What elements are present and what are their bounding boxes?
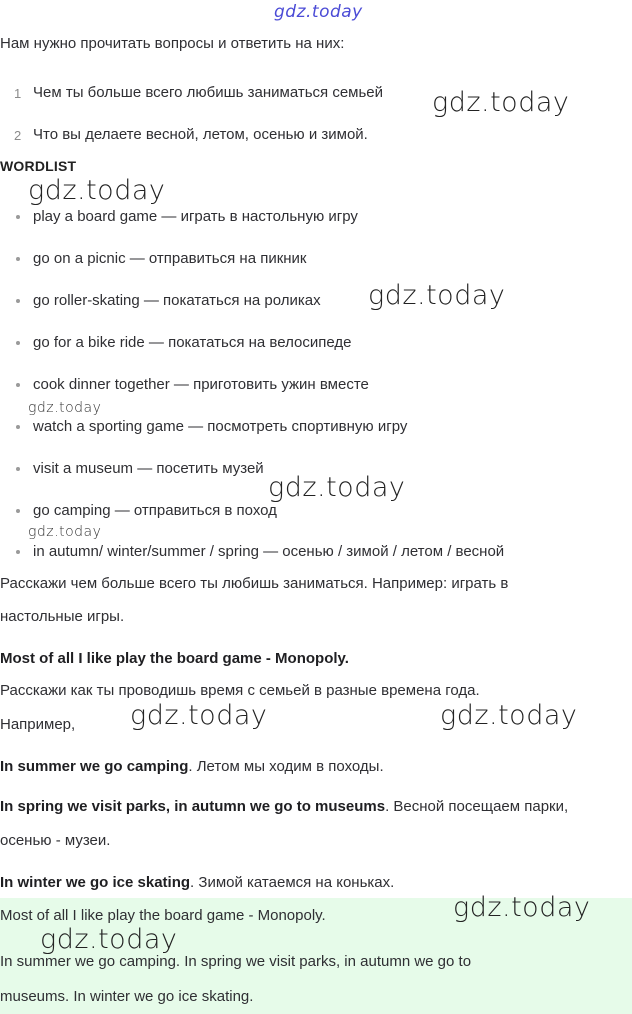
wordlist-item: play a board game — играть в настольную игру — [33, 208, 358, 225]
question-number: 1 — [14, 86, 22, 101]
question-text: Что вы делаете весной, летом, осенью и зимой. — [33, 126, 368, 143]
watermark: gdz.today — [28, 400, 102, 416]
summary-text: museums. In winter we go ice skating. — [0, 988, 254, 1005]
task-text: Расскажи как ты проводишь время с семьей в разные времена года. — [0, 682, 480, 699]
answer-ru: . Летом мы ходим в походы. — [188, 758, 384, 775]
watermark: gdz.today — [368, 280, 506, 311]
wordlist-item: go roller-skating — покататься на роликах — [33, 292, 321, 309]
summary-text: In summer we go camping. In spring we visit parks, in autumn we go to — [0, 953, 472, 970]
bullet-icon — [16, 341, 20, 345]
wordlist-item: visit a museum — посетить музей — [33, 460, 264, 477]
watermark: gdz.today — [268, 472, 406, 503]
answer-ru: . Весной посещаем парки, — [385, 798, 569, 815]
answer-ru: . Зимой катаемся на коньках. — [190, 874, 395, 891]
bullet-icon — [16, 257, 20, 261]
top-watermark: gdz.today — [274, 2, 363, 22]
answer-en: In winter we go ice skating — [0, 874, 191, 891]
wordlist-heading: WORDLIST — [0, 158, 77, 174]
bullet-icon — [16, 299, 20, 303]
task-text: настольные игры. — [0, 608, 125, 625]
watermark: gdz.today — [28, 175, 166, 206]
bullet-icon — [16, 215, 20, 219]
bullet-icon — [16, 425, 20, 429]
wordlist-item: watch a sporting game — посмотреть спортивную игру — [33, 418, 408, 435]
wordlist-item: in autumn/ winter/summer / spring — осенью / зимой / летом / весной — [33, 543, 505, 560]
wordlist-item: go for a bike ride — покататься на велосипеде — [33, 334, 352, 351]
wordlist-item: go camping — отправиться в поход — [33, 502, 277, 519]
answer-line — [0, 758, 384, 775]
answer-line — [0, 798, 568, 815]
answer-text — [0, 650, 349, 667]
intro-text: Нам нужно прочитать вопросы и ответить на них: — [0, 35, 345, 52]
watermark: gdz.today — [453, 892, 591, 923]
watermark: gdz.today — [432, 87, 570, 118]
bullet-icon — [16, 383, 20, 387]
bullet-icon — [16, 550, 20, 554]
watermark: gdz.today — [130, 700, 268, 731]
answer-bold: Most of all I like play the board game - Monopoly. — [0, 650, 349, 667]
watermark: gdz.today — [40, 924, 178, 955]
watermark: gdz.today — [28, 524, 102, 540]
answer-line — [0, 874, 394, 891]
wordlist-item: cook dinner together — приготовить ужин вместе — [33, 376, 369, 393]
question-number: 2 — [14, 128, 22, 143]
task-text: Расскажи чем больше всего ты любишь заниматься. Например: играть в — [0, 575, 509, 592]
summary-text: Most of all I like play the board game - Monopoly. — [0, 907, 326, 924]
answer-en: In summer we go camping — [0, 758, 189, 775]
bullet-icon — [16, 509, 20, 513]
task-text: Например, — [0, 716, 76, 733]
wordlist-item: go on a picnic — отправиться на пикник — [33, 250, 307, 267]
answer-en: In spring we visit parks, in autumn we go to museums — [0, 798, 386, 815]
bullet-icon — [16, 467, 20, 471]
answer-line: осенью - музеи. — [0, 832, 111, 849]
watermark: gdz.today — [440, 700, 578, 731]
question-text: Чем ты больше всего любишь заниматься семьей — [33, 84, 384, 101]
